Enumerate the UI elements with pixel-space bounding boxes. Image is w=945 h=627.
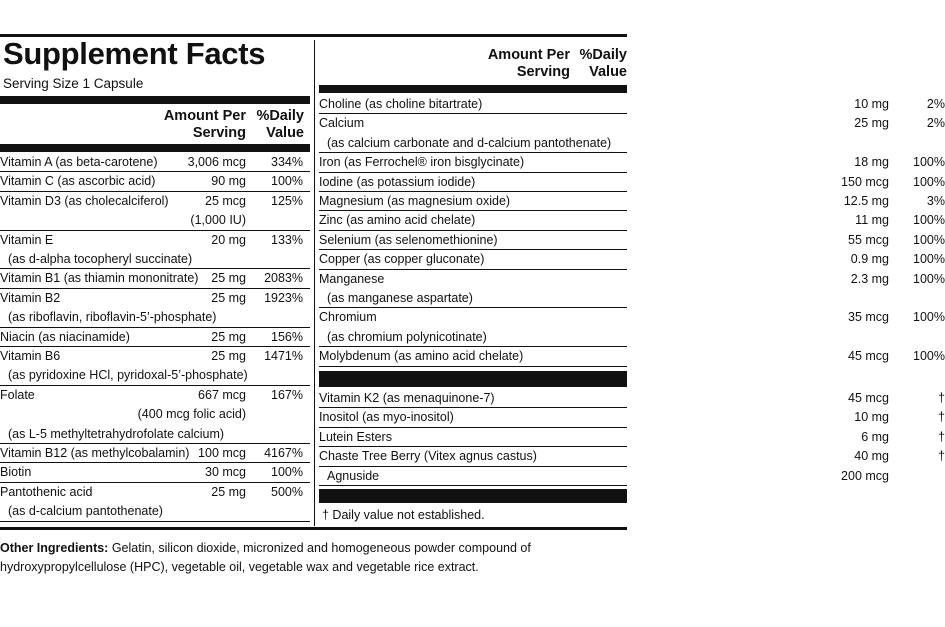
nutrient-row <box>319 347 945 366</box>
amount-per-serving: 20 mg <box>211 232 246 247</box>
nutrient-name: Choline (as choline bitartrate) <box>319 97 483 111</box>
nutrient-name: Calcium <box>319 116 365 131</box>
nutrient-name: Agnuside <box>327 468 380 483</box>
daily-value: † <box>938 410 945 425</box>
nutrient-row <box>0 386 310 444</box>
other-ingredients <box>0 539 627 577</box>
nutrient-row <box>0 231 310 270</box>
nutrient-name: (as riboflavin, riboflavin-5’-phosphate) <box>8 310 217 325</box>
nutrient-name: Selenium (as selenomethionine) <box>319 232 498 247</box>
amount-per-serving: 25 mg <box>211 484 246 499</box>
header-bottom-rule-left <box>0 144 310 152</box>
nutrient-name: Chromium <box>319 310 377 325</box>
nutrient-name: Manganese <box>319 271 385 286</box>
nutrient-name: Lutein Esters <box>319 429 392 444</box>
daily-value: 100% <box>913 310 945 325</box>
nutrient-row <box>0 153 310 172</box>
daily-value: 2083% <box>264 271 303 286</box>
amount-per-serving: 40 mg <box>854 449 889 464</box>
amount-per-serving: 25 mg <box>211 271 246 286</box>
daily-value: 2% <box>926 116 945 131</box>
nutrient-row <box>319 250 945 269</box>
nutrient-row <box>0 463 310 482</box>
nutrient-name: Vitamin K2 (as menaquinone-7) <box>319 391 495 405</box>
other-ingredients-label: Other Ingredients: <box>0 541 109 555</box>
amount-per-serving: 2.3 mg <box>850 271 889 286</box>
amount-per-serving: 25 mcg <box>205 193 246 208</box>
dv-header-right: %Daily Value <box>579 47 627 80</box>
nutrient-name: Magnesium (as magnesium oxide) <box>319 194 511 208</box>
nutrient-row <box>319 231 945 250</box>
section-separator-bar <box>319 371 627 387</box>
amount-note: (400 mcg folic acid) <box>137 407 246 422</box>
nutrient-name: Inositol (as myo-inositol) <box>319 410 454 425</box>
daily-value: 133% <box>271 232 303 247</box>
daily-value: 100% <box>271 465 303 480</box>
amount-per-serving: 10 mg <box>854 410 889 425</box>
daily-value: 100% <box>913 232 945 247</box>
nutrient-name: Vitamin B6 <box>0 349 61 363</box>
daily-value: 125% <box>271 193 303 208</box>
column-divider <box>314 40 315 526</box>
nutrient-name: Niacin (as niacinamide) <box>0 329 130 344</box>
nutrient-row <box>319 308 945 347</box>
nutrient-row <box>0 289 310 328</box>
nutrient-name: Chaste Tree Berry (Vitex agnus castus) <box>319 449 537 464</box>
amount-header-right: Amount Per Serving <box>487 47 570 80</box>
amount-per-serving: 55 mcg <box>848 232 889 247</box>
nutrient-row <box>319 389 945 408</box>
serving-size: Serving Size 1 Capsule <box>3 76 144 91</box>
amount-per-serving: 12.5 mg <box>843 194 889 208</box>
daily-value: † <box>938 429 945 444</box>
amount-per-serving: 35 mcg <box>848 310 889 325</box>
daily-value: † <box>938 449 945 464</box>
nutrient-name: Vitamin D3 (as cholecalciferol) <box>0 193 169 208</box>
nutrient-name: Copper (as copper gluconate) <box>319 252 485 267</box>
nutrient-name: (as manganese aspartate) <box>327 290 473 305</box>
daily-value: 100% <box>271 174 303 189</box>
nutrient-name: Molybdenum (as amino acid chelate) <box>319 349 524 364</box>
amount-per-serving: 25 mg <box>211 329 246 344</box>
amount-per-serving: 3,006 mcg <box>187 155 246 169</box>
nutrient-row <box>319 95 945 114</box>
nutrient-name: Biotin <box>0 465 32 480</box>
nutrient-row <box>319 270 945 309</box>
amount-per-serving: 150 mcg <box>841 174 889 189</box>
nutrient-row <box>319 211 945 230</box>
nutrient-name: Zinc (as amino acid chelate) <box>319 213 476 228</box>
amount-header-left: Amount Per Serving <box>163 108 246 141</box>
daily-value: 100% <box>913 271 945 286</box>
nutrient-name: Vitamin C (as ascorbic acid) <box>0 174 156 189</box>
header-bottom-rule-right <box>319 85 627 93</box>
amount-per-serving: 25 mg <box>211 290 246 305</box>
nutrient-name: (as d-calcium pantothenate) <box>8 504 163 519</box>
nutrient-name: Vitamin B1 (as thiamin mononitrate) <box>0 271 199 286</box>
nutrient-row <box>319 447 945 466</box>
amount-note: (1,000 IU) <box>190 213 246 228</box>
daily-value: 167% <box>271 387 303 402</box>
daily-value: † <box>938 391 945 405</box>
amount-per-serving: 10 mg <box>854 97 889 111</box>
daily-value: 100% <box>913 252 945 267</box>
daily-value: 100% <box>913 349 945 364</box>
nutrient-name: Iodine (as potassium iodide) <box>319 174 476 189</box>
nutrient-name: Vitamin E <box>0 232 54 247</box>
footnote-separator-bar <box>319 489 627 503</box>
amount-per-serving: 25 mg <box>854 116 889 131</box>
nutrient-row <box>319 467 889 486</box>
nutrient-row <box>0 444 310 463</box>
footnote: † Daily value not established. <box>322 508 485 522</box>
nutrient-name: Vitamin A (as beta-carotene) <box>0 155 158 169</box>
amount-per-serving: 200 mcg <box>841 468 889 483</box>
daily-value: 156% <box>271 329 303 344</box>
nutrient-row <box>0 483 310 522</box>
other-ingredients-text: Gelatin, silicon dioxide, micronized and homogeneous powder compound of hydroxypropylcellulose (HPC), vegetable oil, vegetable wax and vegetable rice extract. <box>0 541 531 574</box>
daily-value: 1471% <box>264 349 303 363</box>
daily-value: 2% <box>926 97 945 111</box>
daily-value: 100% <box>913 213 945 228</box>
nutrient-row <box>0 172 310 191</box>
daily-value: 4167% <box>264 446 303 460</box>
nutrient-name: Iron (as Ferrochel® iron bisglycinate) <box>319 155 525 170</box>
nutrient-name: (as L-5 methyltetrahydrofolate calcium) <box>8 426 225 441</box>
nutrient-name: (as calcium carbonate and d-calcium pantothenate) <box>327 135 612 150</box>
nutrient-row <box>0 269 310 288</box>
nutrient-name: Vitamin B12 (as methylcobalamin) <box>0 446 190 460</box>
nutrient-row <box>319 192 945 211</box>
nutrient-row <box>319 114 945 153</box>
daily-value: 100% <box>913 174 945 189</box>
daily-value: 1923% <box>264 290 303 305</box>
nutrient-name: (as chromium polynicotinate) <box>327 329 487 344</box>
daily-value: 100% <box>913 155 945 170</box>
nutrient-row <box>0 192 310 231</box>
amount-per-serving: 11 mg <box>855 213 889 228</box>
nutrient-row <box>319 173 945 192</box>
daily-value: 3% <box>926 194 945 208</box>
nutrient-row <box>0 347 310 386</box>
amount-per-serving: 45 mcg <box>848 349 889 364</box>
amount-per-serving: 25 mg <box>211 349 246 363</box>
dv-header-left: %Daily Value <box>256 108 304 141</box>
daily-value: 500% <box>271 484 303 499</box>
nutrient-name: Folate <box>0 387 35 402</box>
daily-value: 334% <box>271 155 303 169</box>
panel-title: Supplement Facts <box>3 36 266 71</box>
amount-per-serving: 6 mg <box>861 429 889 444</box>
nutrient-name: (as d-alpha tocopheryl succinate) <box>8 251 193 266</box>
amount-per-serving: 45 mcg <box>848 391 889 405</box>
amount-per-serving: 90 mg <box>211 174 246 189</box>
nutrient-name: Vitamin B2 <box>0 290 61 305</box>
amount-per-serving: 0.9 mg <box>850 252 889 267</box>
amount-per-serving: 100 mcg <box>198 446 246 460</box>
header-thick-rule-left <box>0 96 310 104</box>
nutrient-name: Pantothenic acid <box>0 484 93 499</box>
nutrient-row <box>0 328 310 347</box>
amount-per-serving: 30 mcg <box>205 465 246 480</box>
amount-per-serving: 667 mcg <box>198 387 246 402</box>
amount-per-serving: 18 mg <box>854 155 889 170</box>
nutrient-row <box>319 408 945 427</box>
nutrient-name: (as pyridoxine HCl, pyridoxal-5’-phosphate) <box>8 368 248 383</box>
nutrient-row <box>319 153 945 172</box>
nutrient-row <box>319 428 945 447</box>
